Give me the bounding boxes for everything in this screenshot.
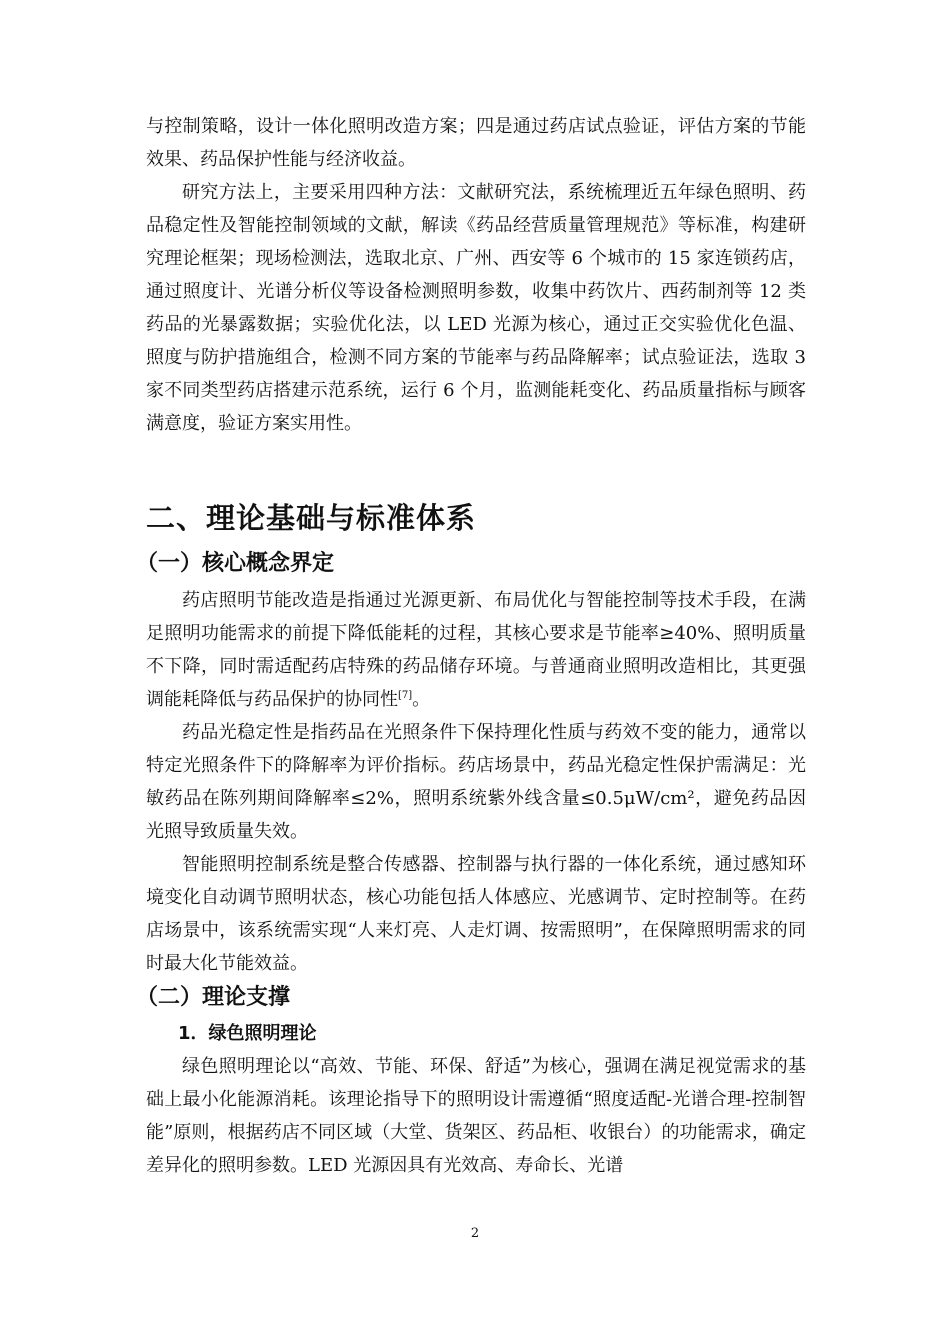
section-heading: 二、理论基础与标准体系 xyxy=(146,501,477,535)
page-content xyxy=(136,110,806,1182)
page-number: 2 xyxy=(470,1226,480,1241)
paragraph-continued: 与控制策略，设计一体化照明改造方案；四是通过药店试点验证，评估方案的节能效果、药品保护性能与经济收益。 xyxy=(146,116,806,170)
item-heading-green-lighting: 1．绿色照明理论 xyxy=(178,1023,317,1044)
subsection-heading-theory-support: （二）理论支撑 xyxy=(136,985,291,1010)
section-spacer xyxy=(146,440,806,490)
paragraph-energy-retrofit xyxy=(146,584,806,716)
paragraph-smart-lighting: 智能照明控制系统是整合传感器、控制器与执行器的一体化系统，通过感知环境变化自动调节照明状态，核心功能包括人体感应、光感调节、定时控制等。在药店场景中，该系统需实现“人来灯亮、人走灯调、按需照明”，在保障照明需求的同时最大化节能效益。 xyxy=(146,854,806,974)
paragraph-energy-retrofit-end: 。 xyxy=(412,689,431,710)
citation-ref: [7] xyxy=(398,690,413,701)
paragraph-research-methods: 研究方法上，主要采用四种方法：文献研究法，系统梳理近五年绿色照明、药品稳定性及智能控制领域的文献，解读《药品经营质量管理规范》等标准，构建研究理论框架；现场检测法，选取北京、广州、西安等 6 个城市的 15 家连锁药店，通过照度计、光谱分析仪等设备检测照明参数，收集中药饮片、西药制剂等 12 类药品的光暴露数据；实验优化法，以 LED 光源为核心，通过正交实验优化色温、照度与防护措施组合，检测不同方案的节能率与药品降解率；试点验证法，选取 3 家不同类型药店搭建示范系统，运行 6 个月，监测能耗变化、药品质量指标与顾客满意度，验证方案实用性。 xyxy=(146,182,806,434)
paragraph-green-lighting: 绿色照明理论以“高效、节能、环保、舒适”为核心，强调在满足视觉需求的基础上最小化能源消耗。该理论指导下的照明设计需遵循“照度适配-光谱合理-控制智能”原则，根据药店不同区域（大堂、货架区、药品柜、收银台）的功能需求，确定差异化的照明参数。LED 光源因具有光效高、寿命长、光谱 xyxy=(146,1056,806,1176)
paragraph-photostability: 药品光稳定性是指药品在光照条件下保持理化性质与药效不变的能力，通常以特定光照条件下的降解率为评价指标。药店场景中，药品光稳定性保护需满足：光敏药品在陈列期间降解率≤2%，照明系统紫外线含量≤0.5μW/cm²，避免药品因光照导致质量失效。 xyxy=(146,722,806,842)
paragraph-energy-retrofit-text: 药店照明节能改造是指通过光源更新、布局优化与智能控制等技术手段，在满足照明功能需求的前提下降低能耗的过程，其核心要求是节能率≥40%、照明质量不下降，同时需适配药店特殊的药品储存环境。与普通商业照明改造相比，其更强调能耗降低与药品保护的协同性 xyxy=(146,590,806,710)
subsection-heading-core-concepts: （一）核心概念界定 xyxy=(136,551,335,576)
